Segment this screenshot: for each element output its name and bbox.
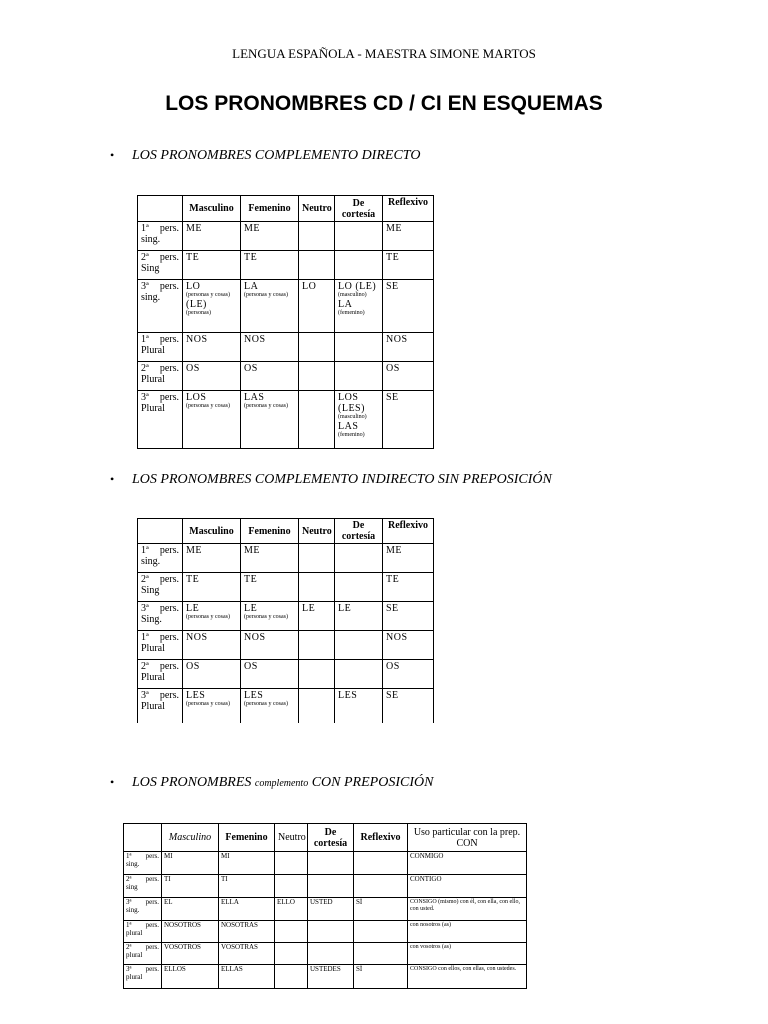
header-reflexivo: Reflexivo [383, 519, 434, 544]
cell-reflexivo [354, 852, 408, 875]
header-masculino: Masculino [183, 196, 241, 222]
header-empty [138, 519, 183, 544]
cell-uso: con vosotros (as) [408, 943, 527, 965]
cell-reflexivo: ME [383, 544, 434, 573]
header-femenino: Femenino [219, 824, 275, 852]
cell-femenino: ELLAS [219, 965, 275, 989]
header-neutro: Neutro [299, 519, 335, 544]
cell-femenino: NOS [241, 333, 299, 362]
cell-neutro [275, 852, 308, 875]
section-heading-cd [110, 148, 420, 164]
cell-femenino [241, 391, 299, 449]
cell-note: (personas y cosas) [244, 292, 288, 298]
cell-cortesia [335, 631, 383, 660]
table-row [138, 391, 434, 449]
cell-reflexivo: TE [383, 573, 434, 602]
cell-reflexivo: OS [383, 362, 434, 391]
cell-value: LE [244, 603, 258, 614]
cell-femenino: MI [219, 852, 275, 875]
cell-note: (personas y cosas) [186, 701, 230, 707]
cell-cortesia [308, 852, 354, 875]
header-reflexivo: Reflexivo [354, 824, 408, 852]
cell-reflexivo [354, 921, 408, 943]
cell-note: (personas y cosas) [186, 614, 230, 620]
header-empty [138, 196, 183, 222]
cell-person: 2ª pers. plural [124, 943, 162, 965]
section-heading-text: LOS PRONOMBRES [132, 775, 255, 790]
cell-cortesia [335, 251, 383, 280]
cell-masculino: EL [162, 898, 219, 921]
cell-uso: CONSIGO (mismo) con él, con ella, con ello, con usted. [408, 898, 527, 921]
cell-reflexivo: SE [383, 689, 434, 723]
cell-uso: CONTIGO [408, 875, 527, 898]
cell-value: LOS [186, 392, 207, 403]
cell-neutro: ELLO [275, 898, 308, 921]
cell-cortesia [308, 921, 354, 943]
cell-neutro [275, 965, 308, 989]
cell-person: 2ª pers. Plural [138, 362, 183, 391]
section-heading-prep [110, 775, 433, 791]
header-femenino: Femenino [241, 519, 299, 544]
cell-cortesia [335, 573, 383, 602]
cell-person: 3ª pers. sing. [138, 280, 183, 333]
cell-person: 1ª pers. Plural [138, 631, 183, 660]
bullet-icon: • [110, 472, 115, 486]
cell-note: (masculino) [338, 292, 367, 298]
cell-masculino: TI [162, 875, 219, 898]
table-row [124, 943, 527, 965]
cell-neutro [299, 362, 335, 391]
cell-person: 1ª pers. Plural [138, 333, 183, 362]
table-row [138, 280, 434, 333]
cell-masculino [183, 689, 241, 723]
cell-masculino: OS [183, 660, 241, 689]
cell-masculino [183, 602, 241, 631]
table-row [138, 222, 434, 251]
cell-uso: CONSIGO con ellos, con ellas, con ustedes. [408, 965, 527, 989]
cell-value: LE [186, 603, 200, 614]
cell-femenino: VOSOTRAS [219, 943, 275, 965]
cell-cortesia [335, 660, 383, 689]
cell-person: 3ª pers. Plural [138, 689, 183, 723]
cell-person: 2ª pers. Sing [138, 573, 183, 602]
cell-neutro [299, 660, 335, 689]
table-row [138, 631, 434, 660]
cell-masculino: TE [183, 573, 241, 602]
cell-masculino [183, 391, 241, 449]
cell-person: 1ª pers. sing. [138, 544, 183, 573]
cell-reflexivo: SE [383, 391, 434, 449]
cell-value: LAS [338, 420, 359, 432]
header-cortesia: De cortesía [308, 824, 354, 852]
cell-masculino: NOSOTROS [162, 921, 219, 943]
cell-reflexivo: TE [383, 251, 434, 280]
cell-femenino: NOSOTRAS [219, 921, 275, 943]
cell-cortesia [335, 544, 383, 573]
cell-reflexivo: NOS [383, 631, 434, 660]
cell-value: LA [244, 281, 259, 292]
cell-uso: con nosotros (as) [408, 921, 527, 943]
cell-person: 2ª pers. Sing [138, 251, 183, 280]
cell-cortesia [308, 943, 354, 965]
cell-femenino: OS [241, 362, 299, 391]
cell-femenino [241, 689, 299, 723]
cell-note: (femenino) [338, 431, 365, 438]
cell-person: 3ª pers. plural [124, 965, 162, 989]
table-row [138, 660, 434, 689]
cell-person: 1ª pers. plural [124, 921, 162, 943]
cell-masculino: NOS [183, 333, 241, 362]
cell-person: 3ª pers. Sing. [138, 602, 183, 631]
table-con-preposicion [123, 823, 527, 989]
cell-masculino: VOSOTROS [162, 943, 219, 965]
cell-note: (masculino) [338, 414, 367, 420]
section-heading-text: LOS PRONOMBRES COMPLEMENTO DIRECTO [132, 148, 421, 163]
cell-neutro [275, 875, 308, 898]
cell-note: (personas) [186, 309, 211, 316]
cell-neutro: LO [299, 280, 335, 333]
cell-cortesia [308, 875, 354, 898]
cell-person: 2ª pers. sing [124, 875, 162, 898]
cell-reflexivo [354, 875, 408, 898]
cell-value: LOS (LES) [338, 392, 365, 414]
table-row [124, 965, 527, 989]
cell-reflexivo: SE [383, 280, 434, 333]
cell-person: 3ª pers. Plural [138, 391, 183, 449]
cell-neutro [299, 222, 335, 251]
table-row [138, 333, 434, 362]
cell-reflexivo: SE [383, 602, 434, 631]
cell-cortesia [335, 391, 383, 449]
header-masculino: Masculino [162, 824, 219, 852]
cell-person: 2ª pers. Plural [138, 660, 183, 689]
header-cortesia: De cortesía [335, 519, 383, 544]
cell-note: (personas y cosas) [186, 403, 230, 409]
cell-masculino: MI [162, 852, 219, 875]
page-title: LOS PRONOMBRES CD / CI EN ESQUEMAS [165, 92, 603, 115]
cell-value: LES [186, 690, 206, 701]
cell-note: (personas y cosas) [244, 701, 288, 707]
cell-femenino: TE [241, 251, 299, 280]
cell-femenino [241, 280, 299, 333]
table-row [124, 875, 527, 898]
cell-neutro [299, 631, 335, 660]
section-heading-ci [110, 472, 552, 488]
header-femenino: Femenino [241, 196, 299, 222]
page-header: LENGUA ESPAÑOLA - MAESTRA SIMONE MARTOS [232, 46, 536, 61]
table-row [124, 921, 527, 943]
table-complemento-directo [137, 195, 434, 449]
table-complemento-indirecto [137, 518, 434, 723]
bullet-icon: • [110, 775, 115, 789]
cell-neutro [275, 943, 308, 965]
cell-femenino [241, 602, 299, 631]
header-masculino: Masculino [183, 519, 241, 544]
cell-neutro: LE [299, 602, 335, 631]
cell-neutro [299, 689, 335, 723]
cell-note: (personas y cosas) [244, 403, 288, 409]
table-row [138, 544, 434, 573]
header-neutro: Neutro [275, 824, 308, 852]
cell-neutro [299, 391, 335, 449]
cell-value: LO (LE) [338, 281, 377, 292]
cell-cortesia [335, 333, 383, 362]
cell-value: LO [186, 281, 201, 292]
cell-value: LES [244, 690, 264, 701]
cell-reflexivo [354, 943, 408, 965]
header-cortesia: De cortesía [335, 196, 383, 222]
cell-femenino: ME [241, 544, 299, 573]
cell-note: (femenino) [338, 309, 365, 316]
section-heading-text: LOS PRONOMBRES COMPLEMENTO INDIRECTO SIN PREPOSICIÓN [132, 472, 552, 487]
cell-reflexivo: NOS [383, 333, 434, 362]
cell-masculino: TE [183, 251, 241, 280]
cell-femenino: ELLA [219, 898, 275, 921]
table-header-row [138, 519, 434, 544]
cell-femenino: TE [241, 573, 299, 602]
cell-cortesia [335, 362, 383, 391]
table-header-row [124, 824, 527, 852]
table-header-row [138, 196, 434, 222]
header-uso-particular: Uso particular con la prep. CON [408, 824, 527, 852]
section-heading-small: complemento [254, 778, 309, 789]
header-empty [124, 824, 162, 852]
cell-cortesia: USTED [308, 898, 354, 921]
cell-reflexivo: OS [383, 660, 434, 689]
cell-neutro [299, 544, 335, 573]
cell-neutro [299, 251, 335, 280]
cell-femenino: ME [241, 222, 299, 251]
table-row [124, 898, 527, 921]
cell-cortesia [335, 280, 383, 333]
cell-masculino: ELLOS [162, 965, 219, 989]
table-row [138, 573, 434, 602]
cell-note: (personas y cosas) [186, 292, 230, 298]
cell-femenino: OS [241, 660, 299, 689]
section-heading-text: CON PREPOSICIÓN [308, 775, 434, 790]
cell-femenino: TI [219, 875, 275, 898]
cell-masculino [183, 280, 241, 333]
cell-cortesia: LES [335, 689, 383, 723]
cell-uso: CONMIGO [408, 852, 527, 875]
cell-value: LA [338, 298, 353, 310]
cell-neutro [299, 573, 335, 602]
table-row [138, 602, 434, 631]
cell-person: 3ª pers. sing. [124, 898, 162, 921]
table-row [138, 689, 434, 723]
cell-masculino: ME [183, 544, 241, 573]
bullet-icon: • [110, 148, 115, 162]
cell-note: (personas y cosas) [244, 614, 288, 620]
cell-value: (LE) [186, 298, 207, 310]
cell-masculino: NOS [183, 631, 241, 660]
cell-cortesia: LE [335, 602, 383, 631]
cell-neutro [299, 333, 335, 362]
table-row [124, 852, 527, 875]
cell-person: 1ª pers. sing. [124, 852, 162, 875]
cell-cortesia: USTEDES [308, 965, 354, 989]
cell-value: LAS [244, 392, 265, 403]
table-row [138, 251, 434, 280]
cell-reflexivo: ME [383, 222, 434, 251]
cell-masculino: OS [183, 362, 241, 391]
cell-masculino: ME [183, 222, 241, 251]
cell-reflexivo: SÍ [354, 965, 408, 989]
header-reflexivo: Reflexivo [383, 196, 434, 222]
header-neutro: Neutro [299, 196, 335, 222]
cell-femenino: NOS [241, 631, 299, 660]
cell-reflexivo: SÍ [354, 898, 408, 921]
cell-cortesia [335, 222, 383, 251]
cell-neutro [275, 921, 308, 943]
table-row [138, 362, 434, 391]
cell-person: 1ª pers. sing. [138, 222, 183, 251]
